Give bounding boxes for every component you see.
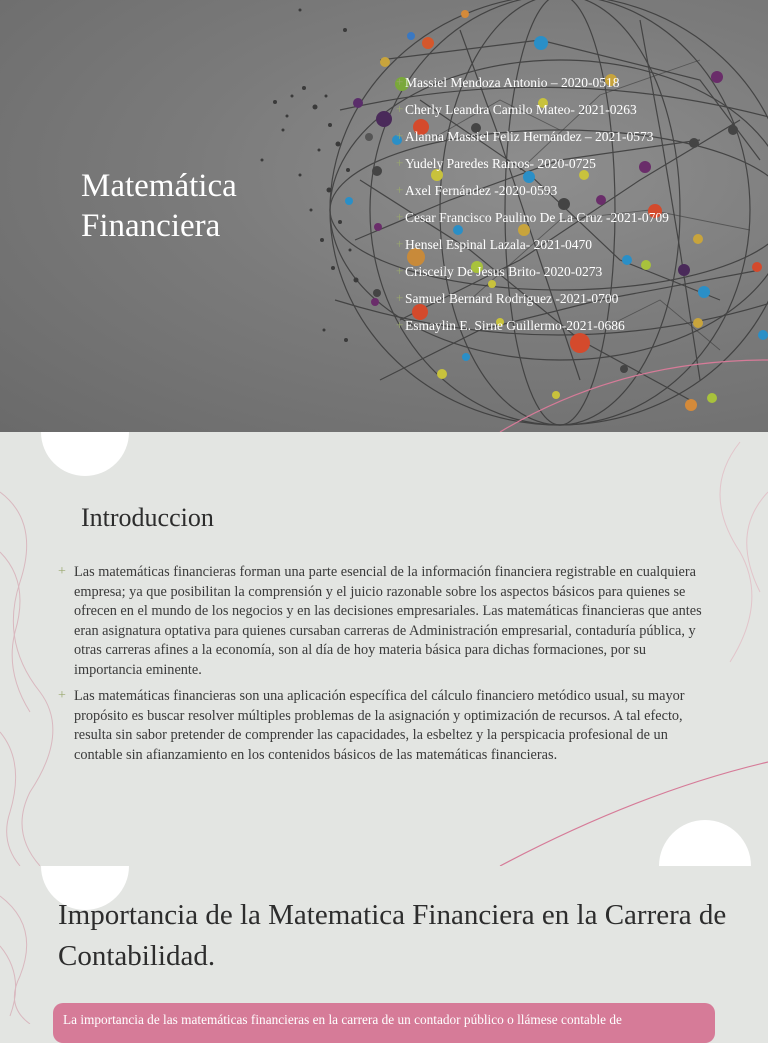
list-item [397, 126, 669, 153]
plus-bullet-icon: + [396, 74, 404, 89]
list-item [397, 207, 669, 234]
plus-bullet-icon: + [58, 564, 66, 579]
list-item [397, 234, 669, 261]
member-name: Cesar Francisco Paulino De La Cruz -2021-0709 [405, 210, 669, 225]
member-list [397, 72, 669, 342]
box-text: La importancia de las matemáticas financieras en la carrera de un contador público o llámese contable de [63, 1012, 622, 1027]
plus-bullet-icon: + [396, 209, 404, 224]
particle-dots [261, 9, 359, 343]
plus-bullet-icon: + [396, 317, 404, 332]
list-item [397, 153, 669, 180]
plus-bullet-icon: + [396, 101, 404, 116]
member-name: Hensel Espinal Lazala- 2021-0470 [405, 237, 593, 252]
list-item [397, 180, 669, 207]
member-name: Massiel Mendoza Antonio – 2020-0518 [405, 75, 620, 90]
presentation-title [81, 166, 237, 246]
plus-bullet-icon: + [396, 236, 404, 251]
member-name: Cherly Leandra Camilo Mateo- 2021-0263 [405, 102, 637, 117]
list-item [397, 288, 669, 315]
member-name: Yudely Paredes Ramos- 2020-0725 [405, 156, 596, 171]
list-item [397, 261, 669, 288]
paragraph-text: Las matemáticas financieras son una aplicación específica del cálculo financiero metódico usual, su mayor propósito es buscar resolver múltiples problemas de la asignación y optimización de recursos. A tal efecto, resulta sin sabor pretender de comprender las capacidades, la esbeltez y la perspicacia profesional de un contable sin afianzamiento en los contenidos básicos de las matemáticas financieras. [74, 688, 685, 763]
title-slide [0, 0, 768, 432]
title-line-1: Matemática [81, 168, 237, 204]
importance-title: Importancia de la Matematica Financiera en la Carrera de Contabilidad. [58, 899, 727, 972]
list-item [397, 72, 669, 99]
intro-paragraph-1 [58, 563, 708, 680]
plus-bullet-icon: + [396, 290, 404, 305]
plus-bullet-icon: + [58, 688, 66, 703]
intro-title: Introduccion [81, 503, 214, 532]
member-name: Samuel Bernard Rodriguez -2021-0700 [405, 291, 619, 306]
importance-text-box [53, 1003, 715, 1043]
member-name: Crisceily De Jesus Brito- 2020-0273 [405, 264, 603, 279]
intro-paragraph-2 [58, 687, 708, 765]
plus-bullet-icon: + [396, 128, 404, 143]
list-item [397, 315, 669, 342]
plus-bullet-icon: + [396, 263, 404, 278]
plus-bullet-icon: + [396, 155, 404, 170]
paragraph-text: Las matemáticas financieras forman una parte esencial de la información financiera registrable en cualquiera empresa; ya que posibilitan la comprensión y el juicio razonable sobre los aspectos básicos para quienes se ofrecen en el mundo de los negocios y en las decisiones empresariales. Las matemáticas financieras que antes eran asignatura optativa para quienes cursaban carreras de Administración empresarial, contaduría pública, y otras carreras afines a la economía, son al día de hoy materia básica para dichas formaciones, por su importancia eminente. [74, 564, 702, 678]
member-name: Esmaylin E. Sirne Guillermo-2021-0686 [405, 318, 625, 333]
title-line-2: Financiera [81, 208, 221, 244]
plus-bullet-icon: + [396, 182, 404, 197]
member-name: Axel Fernández -2020-0593 [405, 183, 558, 198]
member-name: Alanna Massiel Feliz Hernández – 2021-0573 [405, 129, 654, 144]
list-item [397, 99, 669, 126]
